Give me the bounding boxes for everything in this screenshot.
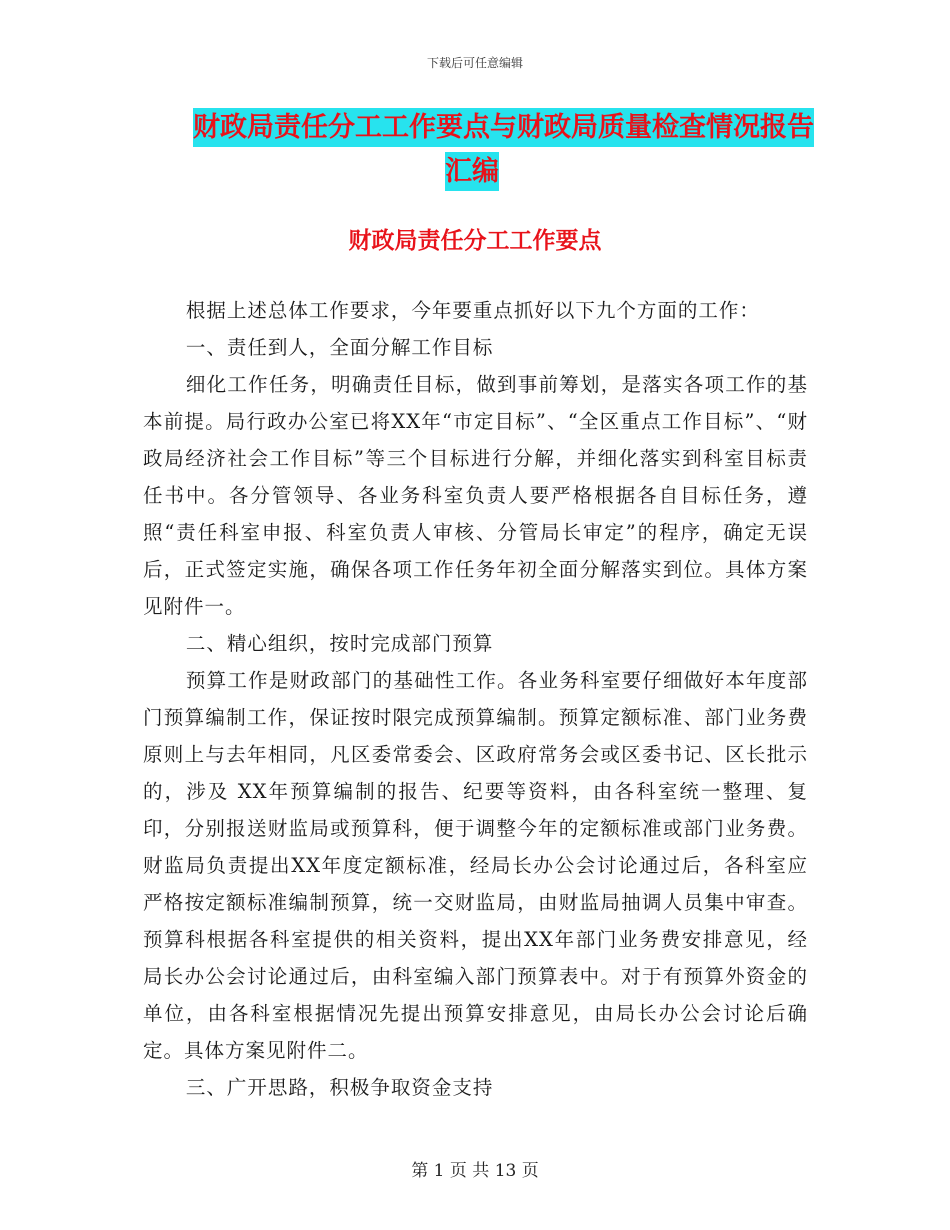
paragraph-body-1: 细化工作任务，明确责任目标，做到事前筹划，是落实各项工作的基本前提。局行政办公室已将XX年“市定目标”、“全区重点工作目标”、“财政局经济社会工作目标”等三个目标进行分解，并细化落实到科室目标责任书中。各分管领导、各业务科室负责人要严格根据各自目标任务，遵照“责任科室申报、科室负责人审核、分管局长审定”的程序，确定无误后，正式签定实施，确保各项工作任务年初全面分解落实到位。具体方案见附件一。 xyxy=(143,373,808,618)
paragraph-heading-2: 二、精心组织，按时完成部门预算 xyxy=(185,632,494,655)
paragraph-body-2: 预算工作是财政部门的基础性工作。各业务科室要仔细做好本年度部门预算编制工作，保证按时限完成预算编制。预算定额标准、部门业务费原则上与去年相同，凡区委常委会、区政府常务会或区委书记、区长批示的，涉及 XX年预算编制的报告、纪要等资料，由各科室统一整理、复印，分别报送财监局或预算科，便于调整今年的定额标准或部门业务费。财监局负责提出XX年度定额标准，经局长办公会讨论通过后，各科室应严格按定额标准编制预算，统一交财监局，由财监局抽调人员集中审查。预算科根据各科室提供的相关资料，提出XX年部门业务费安排意见，经局长办公会讨论通过后，由科室编入部门预算表中。对于有预算外资金的单位，由各科室根据情况先提出预算安排意见，由局长办公会讨论后确定。具体方案见附件二。 xyxy=(143,669,808,1062)
paragraph-intro: 根据上述总体工作要求，今年要重点抓好以下九个方面的工作： xyxy=(185,299,760,322)
section-title: 财政局责任分工工作要点 xyxy=(348,228,602,254)
title-highlight: 财政局责任分工工作要点与财政局质量检查情况报告 xyxy=(193,108,814,147)
header-note: 下载后可任意编辑 xyxy=(426,56,523,70)
document-title-line-2 xyxy=(445,158,535,185)
document-body xyxy=(143,292,808,1106)
page-number: 第 1 页 共 13 页 xyxy=(411,1161,539,1181)
document-title-line-1 xyxy=(193,112,814,143)
paragraph-heading-1: 一、责任到人，全面分解工作目标 xyxy=(185,336,494,359)
title-highlight: 汇编 xyxy=(445,152,499,191)
paragraph-heading-3: 三、广开思路，积极争取资金支持 xyxy=(185,1076,494,1099)
